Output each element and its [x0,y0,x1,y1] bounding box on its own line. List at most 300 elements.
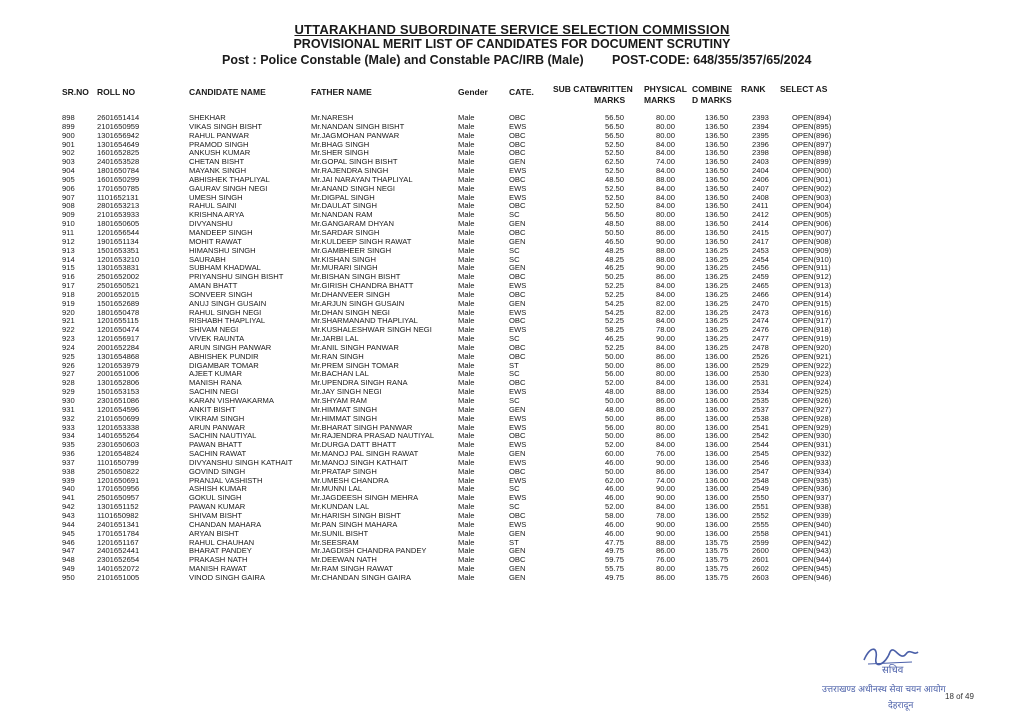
category-cell: EWS [509,167,527,176]
category-cell: OBC [509,379,526,388]
sr-no-cell: 924 [62,343,75,352]
gender-cell: Male [458,175,475,184]
physical-marks-cell: 90.00 [656,485,676,494]
sub-category-cell [557,459,605,468]
physical-marks-cell: 82.00 [656,308,676,317]
signature-block [820,640,1000,720]
physical-marks-cell: 74.00 [656,158,676,167]
select-as-cell: OPEN(907) [792,228,832,237]
gender-cell: Male [458,211,475,220]
sub-category-cell [557,264,605,273]
sr-no-cell: 912 [62,237,75,246]
physical-marks-cell: 76.00 [656,450,676,459]
roll-no-cell: 1501653153 [97,388,140,397]
father-name-cell: Mr.ANAND SINGH NEGI [311,184,395,193]
roll-no-cell: 1201654596 [97,405,140,414]
category-cell: GEN [509,573,526,582]
table-row [62,503,862,512]
candidate-name-cell: MAYANK SINGH [189,167,247,176]
candidate-name-cell: GOVIND SINGH [189,467,246,476]
candidate-name-cell: RAHUL SAINI [189,202,237,211]
table-row [62,406,862,415]
select-as-cell: OPEN(922) [792,361,832,370]
col-physical-line1: PHYSICAL [644,84,687,94]
table-row [62,211,862,220]
written-marks-cell: 52.25 [605,317,625,326]
select-as-cell: OPEN(940) [792,520,832,529]
combined-marks-cell: 136.00 [705,397,729,405]
col-combined [692,84,732,106]
page-number: 18 of 49 [945,692,974,701]
col-combined-line2: D MARKS [692,95,732,105]
roll-no-cell: 1501652689 [97,299,140,308]
rank-cell: 2415 [752,228,769,237]
candidate-name-cell: VIKAS SINGH BISHT [189,122,263,131]
father-name-cell: Mr.NANDAN RAM [311,211,373,220]
category-cell: OBC [509,511,526,520]
combined-marks-cell: 136.00 [705,503,729,512]
sr-no-cell: 937 [62,458,75,467]
rank-cell: 2551 [752,503,769,512]
written-marks-cell: 48.50 [605,220,625,229]
written-marks-cell: 62.50 [605,158,625,167]
physical-marks-cell: 76.00 [656,556,676,565]
select-as-cell: OPEN(901) [792,175,832,184]
written-marks-cell: 56.00 [605,423,625,432]
sub-category-cell [557,141,605,150]
roll-no-cell: 1201653979 [97,361,140,370]
written-marks-cell: 46.50 [605,237,625,246]
table-row [62,185,862,194]
candidate-name-cell: SACHIN NAUTIYAL [189,432,257,441]
physical-marks-cell: 84.00 [656,343,676,352]
rank-cell: 2538 [752,414,769,423]
gender-cell: Male [458,290,475,299]
table-row [62,485,862,494]
category-cell: SC [509,246,520,255]
category-cell: GEN [509,237,526,246]
candidate-name-cell: ARUN PANWAR [189,423,246,432]
sr-no-cell: 908 [62,202,75,211]
written-marks-cell: 48.00 [605,405,625,414]
physical-marks-cell: 84.00 [656,290,676,299]
category-cell: EWS [509,441,527,450]
sub-category-cell [557,468,605,477]
sr-no-cell: 931 [62,405,75,414]
father-name-cell: Mr.BHARAT SINGH PANWAR [311,423,413,432]
sub-category-cell [557,326,605,335]
roll-no-cell: 1801650784 [97,167,140,176]
roll-no-cell: 2501650822 [97,467,140,476]
physical-marks-cell: 90.00 [656,494,676,503]
table-row [62,326,862,335]
gender-cell: Male [458,432,475,441]
sub-category-cell [557,477,605,486]
sub-category-cell [557,317,605,326]
sr-no-cell: 907 [62,193,75,202]
col-physical [644,84,687,106]
written-marks-cell: 46.00 [605,529,625,538]
rank-cell: 2544 [752,441,769,450]
table-row [62,123,862,132]
combined-marks-cell: 136.50 [705,149,729,158]
physical-marks-cell: 86.00 [656,228,676,237]
sr-no-cell: 923 [62,335,75,344]
gender-cell: Male [458,282,475,291]
candidate-name-cell: PRIYANSHU SINGH BISHT [189,273,284,282]
select-as-cell: OPEN(910) [792,255,832,264]
physical-marks-cell: 90.00 [656,237,676,246]
candidate-name-cell: VIKRAM SINGH [189,414,245,423]
candidate-name-cell: DIVYANSHU [189,220,233,229]
written-marks-cell: 52.25 [605,290,625,299]
sub-category-cell [557,300,605,309]
written-marks-cell: 54.25 [605,299,625,308]
select-as-cell: OPEN(943) [792,547,832,556]
written-marks-cell: 52.50 [605,184,625,193]
gender-cell: Male [458,565,475,574]
sr-no-cell: 928 [62,379,75,388]
rank-cell: 2599 [752,538,769,547]
written-marks-cell: 46.00 [605,458,625,467]
roll-no-cell: 2101651005 [97,573,140,582]
table-row [62,468,862,477]
table-row [62,547,862,556]
col-sr-no: SR.NO [62,87,89,97]
combined-marks-cell: 136.25 [705,290,729,299]
sub-category-cell [557,202,605,211]
table-row [62,220,862,229]
col-candidate-name: CANDIDATE NAME [189,87,266,97]
gender-cell: Male [458,326,475,335]
combined-marks-cell: 135.75 [705,565,729,574]
roll-no-cell: 1201656917 [97,335,140,344]
combined-marks-cell: 136.00 [705,441,729,450]
roll-no-cell: 1301653831 [97,264,140,273]
sr-no-cell: 933 [62,423,75,432]
select-as-cell: OPEN(894) [792,114,832,122]
roll-no-cell: 1201656544 [97,228,140,237]
merit-table [62,114,862,583]
combined-marks-cell: 136.50 [705,131,729,140]
sub-category-cell [557,256,605,265]
sub-category-cell [557,530,605,539]
category-cell: OBC [509,202,526,211]
col-written-line1: WRITTEN [594,84,633,94]
candidate-name-cell: HIMANSHU SINGH [189,246,256,255]
physical-marks-cell: 86.00 [656,414,676,423]
sr-no-cell: 922 [62,326,75,335]
father-name-cell: Mr.NANDAN SINGH BISHT [311,122,405,131]
combined-marks-cell: 136.25 [705,282,729,291]
combined-marks-cell: 136.00 [705,423,729,432]
written-marks-cell: 54.25 [605,308,625,317]
table-row [62,167,862,176]
select-as-cell: OPEN(930) [792,432,832,441]
select-as-cell: OPEN(896) [792,131,832,140]
father-name-cell: Mr.GOPAL SINGH BISHT [311,158,398,167]
combined-marks-cell: 136.00 [705,494,729,503]
sr-no-cell: 906 [62,184,75,193]
select-as-cell: OPEN(927) [792,405,832,414]
written-marks-cell: 58.00 [605,511,625,520]
physical-marks-cell: 88.00 [656,246,676,255]
written-marks-cell: 58.25 [605,326,625,335]
roll-no-cell: 1901651134 [97,237,139,246]
table-row [62,317,862,326]
physical-marks-cell: 88.00 [656,175,676,184]
table-row [62,291,862,300]
select-as-cell: OPEN(919) [792,335,832,344]
written-marks-cell: 50.50 [605,228,625,237]
written-marks-cell: 46.00 [605,520,625,529]
father-name-cell: Mr.SHYAM RAM [311,397,367,405]
father-name-cell: Mr.BISHAN SINGH BISHT [311,273,401,282]
category-cell: SC [509,397,520,405]
table-row [62,114,862,123]
father-name-cell: Mr.JAI NARAYAN THAPLIYAL [311,175,413,184]
combined-marks-cell: 136.00 [705,458,729,467]
written-marks-cell: 46.00 [605,494,625,503]
combined-marks-cell: 135.75 [705,556,729,565]
roll-no-cell: 1201655115 [97,317,139,326]
sr-no-cell: 934 [62,432,75,441]
category-cell: OBC [509,228,526,237]
written-marks-cell: 52.50 [605,140,625,149]
sub-category-cell [557,282,605,291]
roll-no-cell: 1701651784 [97,529,140,538]
father-name-cell: Mr.GIRISH CHANDRA BHATT [311,282,414,291]
table-row [62,309,862,318]
physical-marks-cell: 86.00 [656,397,676,405]
roll-no-cell: 2301652654 [97,556,140,565]
select-as-cell: OPEN(934) [792,467,832,476]
table-row [62,141,862,150]
sr-no-cell: 941 [62,494,75,503]
combined-marks-cell: 136.00 [705,476,729,485]
gender-cell: Male [458,149,475,158]
candidate-name-cell: SONVEER SINGH [189,290,253,299]
rank-cell: 2476 [752,326,769,335]
select-as-cell: OPEN(929) [792,423,832,432]
rank-cell: 2414 [752,220,769,229]
rank-cell: 2547 [752,467,769,476]
gender-cell: Male [458,485,475,494]
table-row [62,238,862,247]
sub-category-cell [557,503,605,512]
col-rank: RANK [741,84,766,94]
combined-marks-cell: 136.25 [705,317,729,326]
sub-category-cell [557,123,605,132]
gender-cell: Male [458,423,475,432]
gender-cell: Male [458,308,475,317]
physical-marks-cell: 84.00 [656,379,676,388]
gender-cell: Male [458,503,475,512]
select-as-cell: OPEN(898) [792,149,832,158]
sub-category-cell [557,229,605,238]
father-name-cell: Mr.PREM SINGH TOMAR [311,361,399,370]
col-cate: CATE. [509,87,534,97]
sr-no-cell: 944 [62,520,75,529]
select-as-cell: OPEN(942) [792,538,832,547]
candidate-name-cell: ABHISHEK THAPLIYAL [189,175,270,184]
sub-category-cell [557,485,605,494]
candidate-name-cell: SHIVAM NEGI [189,326,239,335]
gender-cell: Male [458,352,475,361]
combined-marks-cell: 136.50 [705,211,729,220]
written-marks-cell: 56.50 [605,211,625,220]
physical-marks-cell: 90.00 [656,458,676,467]
father-name-cell: Mr.JAGMOHAN PANWAR [311,131,400,140]
category-cell: OBC [509,175,526,184]
combined-marks-cell: 136.00 [705,388,729,397]
category-cell: SC [509,370,520,379]
sr-no-cell: 921 [62,317,75,326]
post-line [222,53,812,67]
physical-marks-cell: 80.00 [656,565,676,574]
table-row [62,149,862,158]
sub-category-cell [557,220,605,229]
sr-no-cell: 932 [62,414,75,423]
candidate-name-cell: ASHISH KUMAR [189,485,247,494]
sub-category-cell [557,565,605,574]
sr-no-cell: 946 [62,538,75,547]
physical-marks-cell: 86.00 [656,547,676,556]
combined-marks-cell: 136.25 [705,299,729,308]
sr-no-cell: 917 [62,282,75,291]
physical-marks-cell: 80.00 [656,131,676,140]
gender-cell: Male [458,343,475,352]
father-name-cell: Mr.NARESH [311,114,354,122]
select-as-cell: OPEN(895) [792,122,832,131]
category-cell: OBC [509,290,526,299]
combined-marks-cell: 136.50 [705,122,729,131]
select-as-cell: OPEN(939) [792,511,832,520]
physical-marks-cell: 90.00 [656,520,676,529]
rank-cell: 2537 [752,405,769,414]
sub-category-cell [557,335,605,344]
written-marks-cell: 46.25 [605,335,625,344]
sub-category-cell [557,450,605,459]
roll-no-cell: 2101650959 [97,122,140,131]
roll-no-cell: 1301651152 [97,503,139,512]
gender-cell: Male [458,556,475,565]
written-marks-cell: 49.75 [605,573,625,582]
combined-marks-cell: 136.25 [705,255,729,264]
category-cell: OBC [509,343,526,352]
combined-marks-cell: 136.50 [705,237,729,246]
physical-marks-cell: 86.00 [656,432,676,441]
sub-category-cell [557,415,605,424]
category-cell: OBC [509,432,526,441]
rank-cell: 2546 [752,458,769,467]
gender-cell: Male [458,158,475,167]
rank-cell: 2550 [752,494,769,503]
sub-category-cell [557,176,605,185]
written-marks-cell: 50.00 [605,432,625,441]
combined-marks-cell: 136.00 [705,361,729,370]
table-row [62,335,862,344]
physical-marks-cell: 86.00 [656,361,676,370]
father-name-cell: Mr.SUNIL BISHT [311,529,369,538]
written-marks-cell: 52.00 [605,379,625,388]
category-cell: OBC [509,556,526,565]
father-name-cell: Mr.RAJENDRA SINGH [311,167,389,176]
physical-marks-cell: 88.00 [656,255,676,264]
written-marks-cell: 59.75 [605,556,625,565]
select-as-cell: OPEN(911) [792,264,831,273]
gender-cell: Male [458,538,475,547]
rank-cell: 2555 [752,520,769,529]
select-as-cell: OPEN(933) [792,458,832,467]
col-written [594,84,633,106]
candidate-name-cell: MOHIT RAWAT [189,237,242,246]
select-as-cell: OPEN(917) [792,317,832,326]
candidate-name-cell: VIVEK RAUNTA [189,335,245,344]
combined-marks-cell: 136.00 [705,467,729,476]
candidate-name-cell: PAWAN BHATT [189,441,243,450]
candidate-name-cell: SAURABH [189,255,226,264]
rank-cell: 2545 [752,450,769,459]
combined-marks-cell: 136.00 [705,529,729,538]
candidate-name-cell: RAHUL PANWAR [189,131,250,140]
col-physical-line2: MARKS [644,95,676,105]
roll-no-cell: 2501650521 [97,282,140,291]
sub-category-cell [557,238,605,247]
category-cell: SC [509,211,520,220]
select-as-cell: OPEN(913) [792,282,832,291]
roll-no-cell: 1301652806 [97,379,140,388]
father-name-cell: Mr.DURGA DATT BHATT [311,441,397,450]
physical-marks-cell: 80.00 [656,122,676,131]
rank-cell: 2454 [752,255,769,264]
sub-category-cell [557,547,605,556]
gender-cell: Male [458,264,475,273]
sub-category-cell [557,406,605,415]
sub-category-cell [557,556,605,565]
table-row [62,247,862,256]
father-name-cell: Mr.DIGPAL SINGH [311,193,375,202]
candidate-name-cell: BHARAT PANDEY [189,547,252,556]
category-cell: EWS [509,326,527,335]
sr-no-cell: 929 [62,388,75,397]
list-subtitle: PROVISIONAL MERIT LIST OF CANDIDATES FOR DOCUMENT SCRUTINY [293,37,731,51]
sr-no-cell: 920 [62,308,75,317]
rank-cell: 2535 [752,397,769,405]
combined-marks-cell: 136.50 [705,158,729,167]
roll-no-cell: 1201650474 [97,326,140,335]
written-marks-cell: 50.25 [605,273,625,282]
select-as-cell: OPEN(924) [792,379,832,388]
father-name-cell: Mr.ANIL SINGH PANWAR [311,343,399,352]
written-marks-cell: 52.25 [605,282,625,291]
select-as-cell: OPEN(915) [792,299,832,308]
category-cell: OBC [509,140,526,149]
table-row [62,256,862,265]
gender-cell: Male [458,140,475,149]
physical-marks-cell: 84.00 [656,503,676,512]
table-row [62,176,862,185]
sr-no-cell: 916 [62,273,75,282]
select-as-cell: OPEN(909) [792,246,832,255]
category-cell: EWS [509,308,527,317]
sr-no-cell: 900 [62,131,75,140]
category-cell: GEN [509,299,526,308]
sub-category-cell [557,158,605,167]
father-name-cell: Mr.JAY SINGH NEGI [311,388,382,397]
candidate-name-cell: PRAMOD SINGH [189,140,249,149]
sub-category-cell [557,424,605,433]
